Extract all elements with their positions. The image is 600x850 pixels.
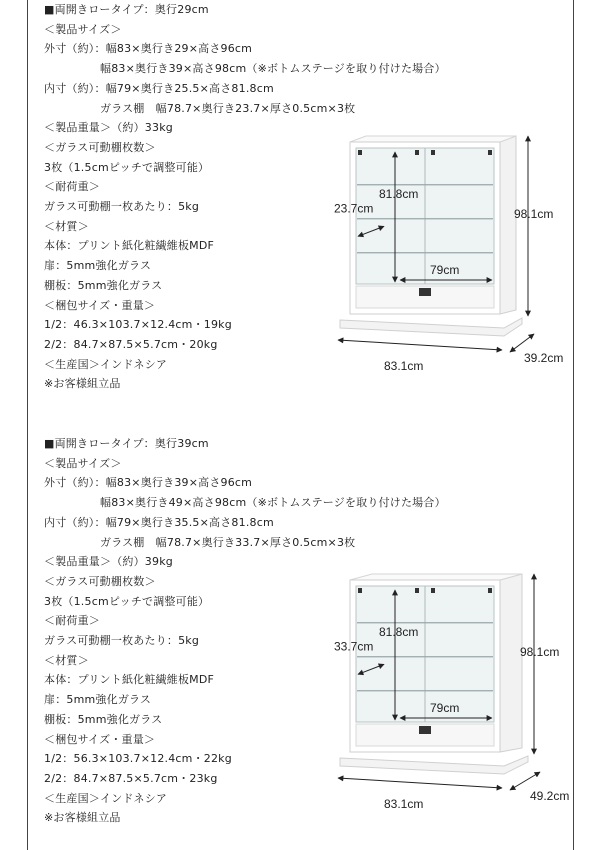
bottom-stage	[340, 756, 528, 774]
spec-line: 1/2：46.3×103.7×12.4cm・19kg	[44, 318, 232, 332]
spec-line: 幅83×奥行き39×高さ98cm（※ボトムステージを取り付けた場合）	[100, 62, 446, 76]
spec-line: 2/2：84.7×87.5×5.7cm・23kg	[44, 771, 218, 785]
cabinet-top-panel	[350, 136, 516, 142]
hinge-icon	[488, 150, 492, 155]
section-heading: ■両開きロータイプ：奥行39cm	[44, 437, 209, 450]
left-border-line	[27, 0, 28, 850]
spec-line: ＜耐荷重＞	[44, 180, 100, 194]
spec-line: ＜製品サイズ＞	[44, 22, 122, 36]
spec-line: ＜ガラス可動棚枚数＞	[44, 140, 156, 154]
outer-depth-arrow	[510, 334, 534, 352]
spec-line: ガラス棚 幅78.7×奥行き23.7×厚さ0.5cm×3枚	[100, 101, 356, 115]
spec-line: ※お客様組立品	[44, 811, 121, 825]
spec-line: 3枚（1.5cmピッチで調整可能）	[44, 594, 210, 608]
spec-line: ＜材質＞	[44, 653, 89, 667]
spec-line: 1/2：56.3×103.7×12.4cm・22kg	[44, 752, 232, 766]
spec-line: ＜耐荷重＞	[44, 614, 100, 628]
hinge-icon	[358, 588, 362, 593]
bottom-stage	[340, 318, 522, 336]
spec-line: ガラス可動棚一枚あたり：5kg	[44, 634, 200, 647]
spec-line: ＜製品重量＞（約）39kg	[44, 555, 173, 569]
outer-depth-label: 39.2cm	[524, 351, 564, 365]
outer-height-label: 98.1cm	[520, 645, 560, 659]
spec-line: ＜生産国＞インドネシア	[44, 357, 168, 371]
lock-icon	[419, 726, 431, 734]
spec-line: 内寸（約）：幅79×奥行き25.5×高さ81.8cm	[44, 81, 274, 95]
spec-line: 扉：5mm強化ガラス	[44, 693, 152, 707]
spec-line: 幅83×奥行き49×高さ98cm（※ボトムステージを取り付けた場合）	[100, 496, 446, 510]
hinge-icon	[415, 588, 419, 593]
spec-line: ガラス可動棚一枚あたり：5kg	[44, 200, 200, 213]
spec-line: 扉：5mm強化ガラス	[44, 259, 152, 273]
inner-height-label: 81.8cm	[379, 187, 419, 201]
outer-width-arrow	[338, 340, 502, 350]
outer-depth-label: 49.2cm	[530, 789, 570, 803]
outer-height-label: 98.1cm	[514, 207, 554, 221]
cabinet-top-panel	[350, 574, 522, 580]
cabinet-diagram-depth-39	[320, 568, 570, 811]
spec-line: ＜ガラス可動棚枚数＞	[44, 574, 156, 588]
spec-line: ※お客様組立品	[44, 377, 121, 391]
spec-line: 内寸（約）：幅79×奥行き35.5×高さ81.8cm	[44, 515, 274, 529]
spec-line: ＜生産国＞インドネシア	[44, 791, 168, 805]
spec-line: ＜梱包サイズ・重量＞	[44, 732, 156, 746]
shelf-depth-label: 33.7cm	[334, 639, 374, 654]
inner-width-label: 79cm	[430, 701, 460, 715]
section-heading: ■両開きロータイプ：奥行29cm	[44, 3, 209, 16]
spec-line: 3枚（1.5cmピッチで調整可能）	[44, 160, 210, 174]
outer-width-label: 83.1cm	[384, 797, 424, 811]
cabinet-side-panel	[500, 574, 522, 752]
hinge-icon	[431, 150, 435, 155]
inner-height-label: 81.8cm	[379, 625, 419, 639]
spec-line: ＜梱包サイズ・重量＞	[44, 298, 156, 312]
spec-line: ＜製品重量＞（約）33kg	[44, 121, 173, 135]
spec-line: ＜材質＞	[44, 219, 89, 233]
lock-icon	[419, 288, 431, 296]
hinge-icon	[431, 588, 435, 593]
right-border-line	[573, 0, 574, 850]
spec-line: 本体：プリント紙化粧繊維板MDF	[44, 239, 215, 253]
shelf-depth-label: 23.7cm	[334, 201, 374, 216]
hinge-icon	[488, 588, 492, 593]
outer-width-label: 83.1cm	[384, 359, 424, 373]
spec-line: ＜製品サイズ＞	[44, 456, 122, 470]
spec-line: 棚板：5mm強化ガラス	[44, 712, 163, 726]
spec-line: 外寸（約）：幅83×奥行き29×高さ96cm	[44, 42, 253, 56]
inner-width-label: 79cm	[430, 263, 460, 277]
spec-line: 外寸（約）：幅83×奥行き39×高さ96cm	[44, 476, 253, 490]
outer-width-arrow	[338, 778, 502, 788]
spec-line: 本体：プリント紙化粧繊維板MDF	[44, 673, 215, 687]
cabinet-diagram-depth-29	[320, 130, 564, 373]
cabinet-side-panel	[500, 136, 516, 314]
spec-line: 棚板：5mm強化ガラス	[44, 278, 163, 292]
spec-line: 2/2：84.7×87.5×5.7cm・20kg	[44, 337, 218, 351]
hinge-icon	[358, 150, 362, 155]
hinge-icon	[415, 150, 419, 155]
spec-line: ガラス棚 幅78.7×奥行き33.7×厚さ0.5cm×3枚	[100, 535, 356, 549]
outer-depth-arrow	[510, 772, 540, 790]
